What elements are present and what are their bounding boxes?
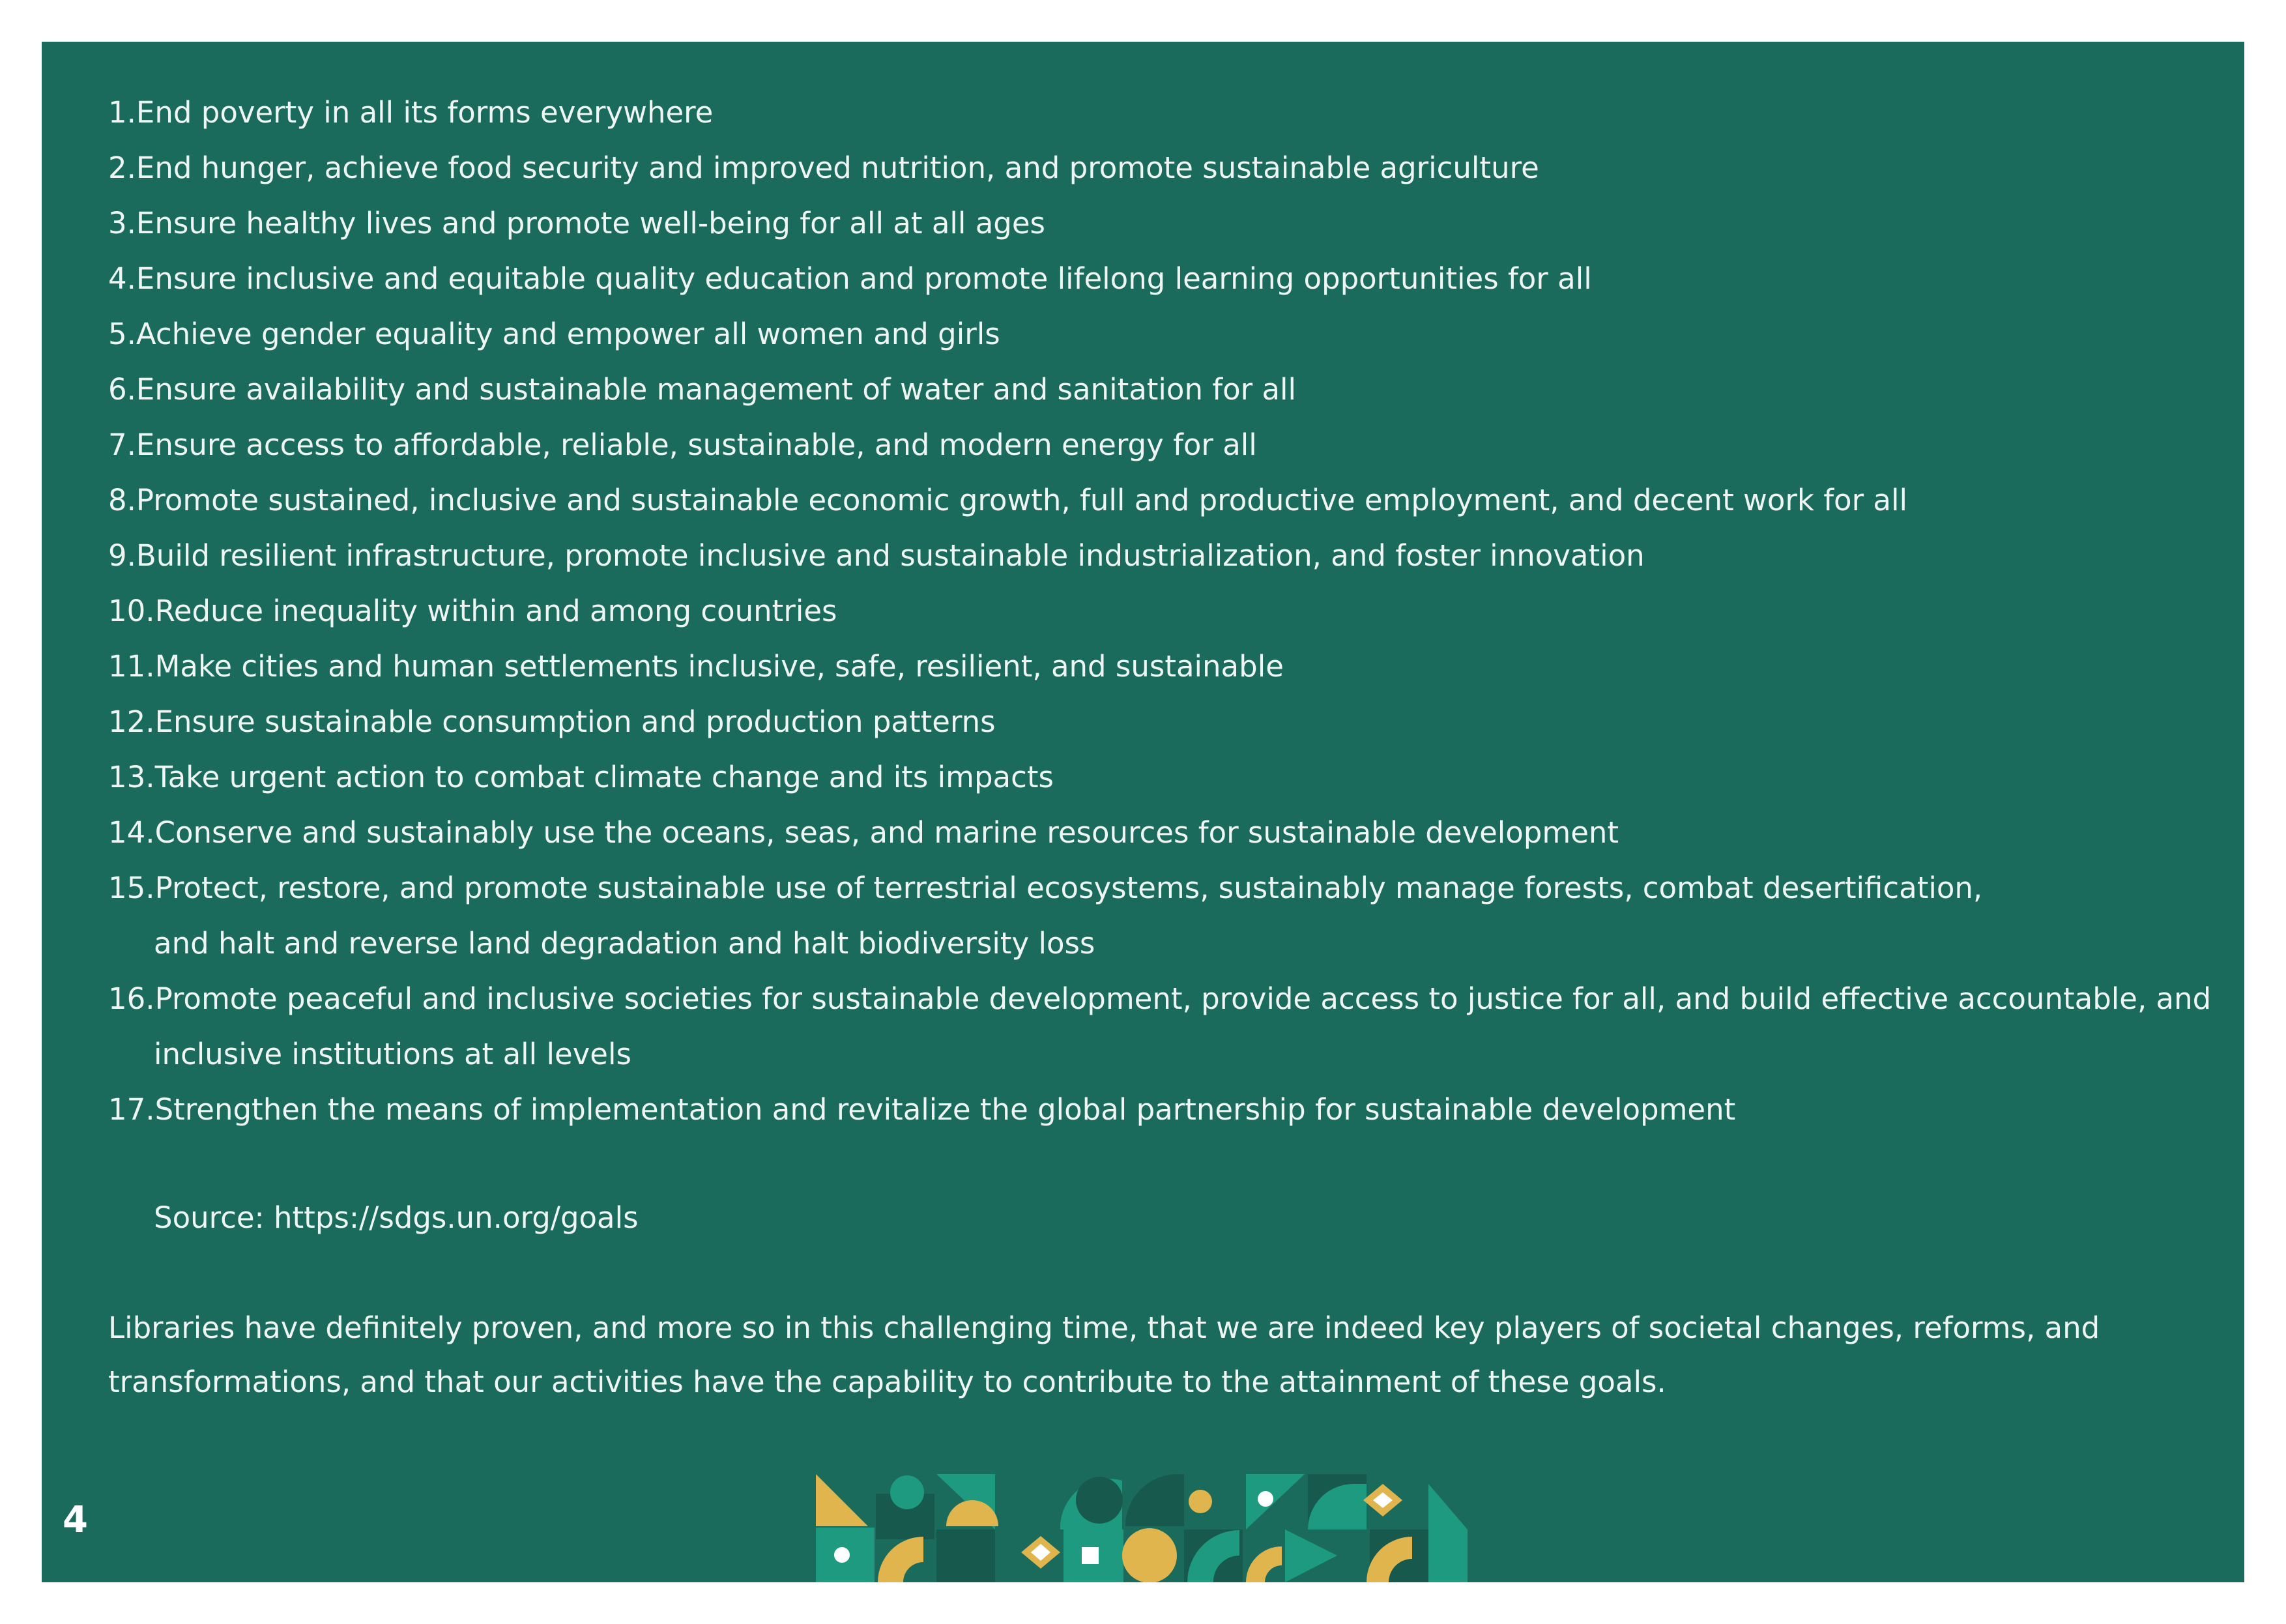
pattern-tile (936, 1530, 995, 1582)
goal-item-13: 13.Take urgent action to combat climate change and its impacts (108, 760, 1054, 794)
goal-item-9: 9.Build resilient infrastructure, promote inclusive and sustainable industrialization, and foster innovation (108, 538, 1645, 573)
goal-item-14: 14.Conserve and sustainably use the oceans, seas, and marine resources for sustainable development (108, 815, 1619, 850)
pattern-dot (834, 1547, 850, 1563)
goal-item-15: 15.Protect, restore, and promote sustainable use of terrestrial ecosystems, sustainably manage forests, combat desertification, and halt and reverse land degradation and halt biodiversity loss (108, 871, 1983, 961)
goal-item-10: 10.Reduce inequality within and among countries (108, 594, 837, 628)
goal-item-8: 8.Promote sustained, inclusive and sustainable economic growth, full and productive employment, and decent work for all (108, 483, 1907, 517)
page-number: 4 (63, 1499, 88, 1541)
goal-item-17: 17.Strengthen the means of implementation and revitalize the global partnership for sustainable development (108, 1092, 1736, 1127)
pattern-circle (890, 1475, 924, 1509)
pattern-tile (1428, 1530, 1468, 1582)
goal-item-4: 4.Ensure inclusive and equitable quality education and promote lifelong learning opportunities for all (108, 261, 1592, 296)
pattern-dot (1189, 1490, 1212, 1513)
pattern-dot (1258, 1491, 1273, 1507)
decorative-pattern-band (816, 1474, 1468, 1582)
goal-item-5: 5.Achieve gender equality and empower all women and girls (108, 317, 1000, 351)
closing-paragraph: Libraries have definitely proven, and more so in this challenging time, that we are indeed key players of societal changes, reforms, and transformations, and that our activities have the capability to contribute to the attainment of these goals. (108, 1311, 2100, 1399)
pattern-circle (1122, 1528, 1177, 1582)
goal-item-7: 7.Ensure access to affordable, reliable, sustainable, and modern energy for all (108, 428, 1257, 462)
goal-item-1: 1.End poverty in all its forms everywhere (108, 95, 714, 130)
goal-item-3: 3.Ensure healthy lives and promote well-being for all at all ages (108, 206, 1046, 240)
sdg-goal-list (108, 85, 2212, 1137)
goal-item-12: 12.Ensure sustainable consumption and production patterns (108, 704, 996, 739)
goal-item-16: 16.Promote peaceful and inclusive societies for sustainable development, provide access to justice for all, and build effective accountable, and inclusive institutions at all levels (108, 981, 2212, 1071)
source-citation: Source: https://sdgs.un.org/goals (154, 1200, 639, 1235)
goal-item-6: 6.Ensure availability and sustainable management of water and sanitation for all (108, 372, 1297, 407)
pattern-circle (1076, 1477, 1123, 1524)
pattern-square (1082, 1547, 1099, 1564)
goal-item-11: 11.Make cities and human settlements inclusive, safe, resilient, and sustainable (108, 649, 1284, 684)
goal-item-2: 2.End hunger, achieve food security and improved nutrition, and promote sustainable agriculture (108, 151, 1539, 185)
